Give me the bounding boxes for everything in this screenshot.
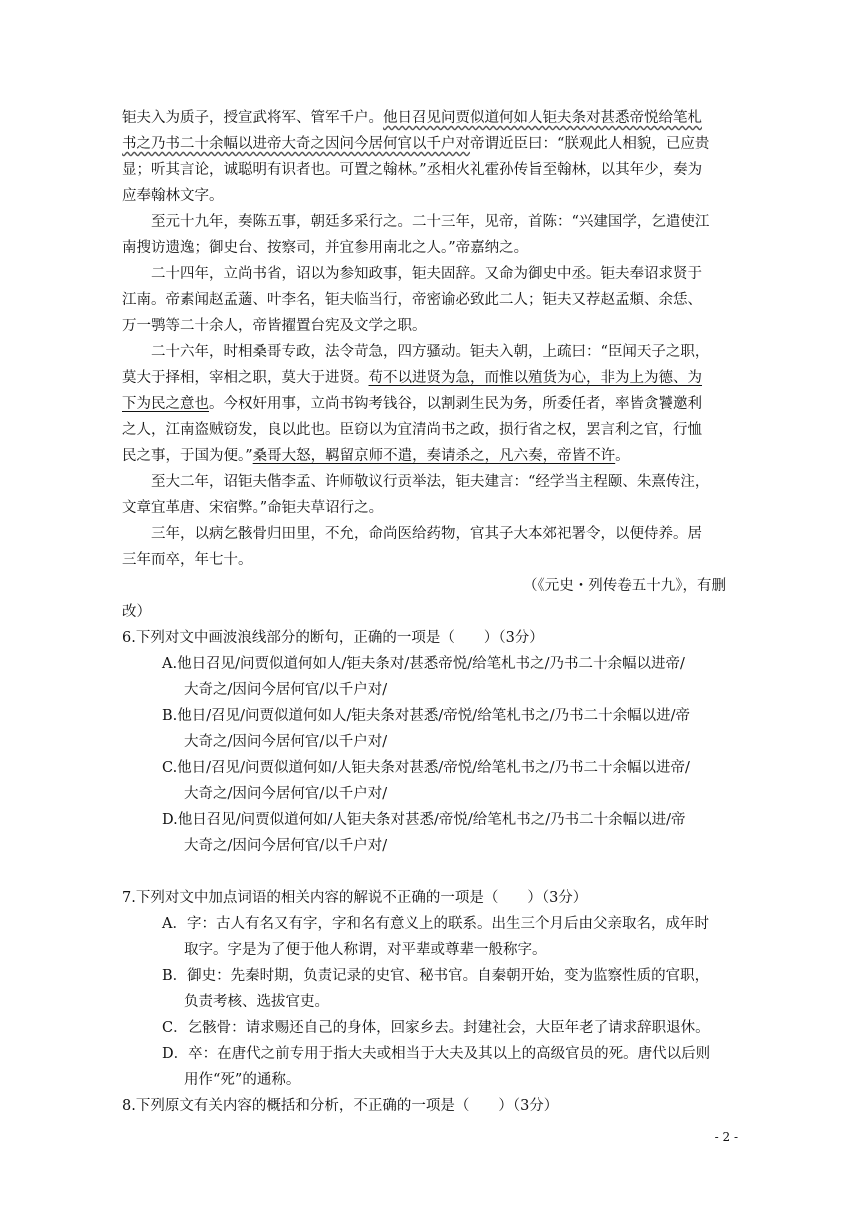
passage-text: 。 xyxy=(615,448,630,464)
question-7-option-d-cont: 用作“死”的通称。 xyxy=(184,1072,301,1088)
passage-line xyxy=(122,392,702,413)
passage-text: 莫大于择相，宰相之职，莫大于进贤。 xyxy=(122,370,369,386)
question-7-option-a-cont: 取字。字是为了便于他人称谓，对平辈或尊辈一般称字。 xyxy=(184,942,547,958)
question-7-stem: 7.下列对文中加点词语的相关内容的解说不正确的一项是（ ）（3分） xyxy=(122,890,588,906)
wavy-underlined-text: 书之乃书二十余幅以进帝大奇之因问今居何官以千户对 xyxy=(122,136,470,152)
passage-line: 至元十九年，奏陈五事，朝廷多采行之。二十三年，见帝，首陈：“兴建国学，乞遣使江 xyxy=(151,214,710,230)
question-6-option-d: D.他日召见/问贾似道何如/人钜夫条对甚悉/帝悦/给笔札书之/乃书二十余幅以进/帝 xyxy=(162,812,686,828)
passage-line: 三年而卒，年七十。 xyxy=(122,552,253,568)
question-6-option-c: C.他日/召见/问贾似道何如/人钜夫条对甚悉/帝悦/给笔札书之/乃书二十余幅以进帝/ xyxy=(162,760,690,776)
passage-text: 钜夫入为质子，授宣武将军、管军千户。 xyxy=(122,110,383,126)
question-8-stem: 8.下列原文有关内容的概括和分析，不正确的一项是（ ）（3分） xyxy=(122,1098,559,1114)
question-6-option-a-cont: 大奇之/因问今居何官/以千户对/ xyxy=(184,682,388,698)
question-7-option-d: D．卒：在唐代之前专用于指大夫或相当于大夫及其以上的高级官员的死。唐代以后则 xyxy=(162,1046,711,1062)
passage-text: 帝谓近臣曰：“朕观此人相貌，已应贵 xyxy=(470,136,710,152)
wavy-underlined-text: 他日召见问贾似道何如人钜夫条对甚悉帝悦给笔札 xyxy=(383,110,702,126)
passage-line: 显；听其言论，诚聪明有识者也。可置之翰林。”丞相火礼霍孙传旨至翰林，以其年少，奏为 xyxy=(122,162,703,178)
question-7-option-a: A．字：古人有名又有字，字和名有意义上的联系。出生三个月后由父亲取名，成年时 xyxy=(162,916,709,932)
question-7-option-b: B．御史：先秦时期，负责记录的史官、秘书官。自秦朝开始，变为监察性质的官职， xyxy=(162,968,710,984)
passage-line: 应奉翰林文字。 xyxy=(122,188,224,204)
passage-line: 江南。帝素闻赵孟藡、叶李名，钜夫临当行，帝密谕必致此二人；钜夫又荐赵孟頫、余恁、 xyxy=(122,292,702,308)
passage-line: 三年，以病乞骸骨归田里，不允，命尚医给药物，官其子大本郊祀署令，以便侍养。居 xyxy=(151,526,702,542)
question-6-option-c-cont: 大奇之/因问今居何官/以千户对/ xyxy=(184,786,388,802)
passage-line xyxy=(122,132,709,153)
passage-line: 之人，江南盗贼窃发，良以此也。臣窃以为宜清尚书之政，损行省之权，罢言利之官，行恤 xyxy=(122,422,702,438)
passage-source: （《元史・列传卷五十九》，有删 xyxy=(523,578,726,594)
question-7-option-b-cont: 负责考核、选拔官吏。 xyxy=(184,994,329,1010)
passage-line: 文章宜革唐、宋宿弊。”命钜夫草诏行之。 xyxy=(122,500,384,516)
passage-line xyxy=(122,366,702,387)
page-number: - 2 - xyxy=(714,1130,738,1144)
question-6-option-a: A.他日召见/问贾似道何如人/钜夫条对/甚悉帝悦/给笔札书之/乃书二十余幅以进帝/ xyxy=(162,656,685,672)
question-6-stem: 6.下列对文中画波浪线部分的断句，正确的一项是（ ）（3分） xyxy=(122,630,544,646)
underlined-text: 桑哥大怒，羁留京师不遣，奏请杀之，凡六奏，帝皆不许 xyxy=(252,448,616,464)
underlined-text: 下为民之意也 xyxy=(122,396,209,412)
passage-line: 二十四年，立尚书省，诏以为参知政事，钜夫固辞。又命为御史中丞。钜夫奉诏求贤于 xyxy=(151,266,702,282)
passage-line: 至大二年，诏钜夫偕李孟、许师敬议行贡举法，钜夫建言：“经学当主程颐、朱熹传注， xyxy=(151,474,710,490)
passage-line xyxy=(122,444,630,465)
passage-text: 。今权奸用事，立尚书钩考钱谷，以割剥生民为务，所委任者，率皆贪饕邀利 xyxy=(209,396,702,412)
question-6-option-d-cont: 大奇之/因问今居何官/以千户对/ xyxy=(184,838,388,854)
question-7-option-c: C．乞骸骨：请求赐还自己的身体，回家乡去。封建社会，大臣年老了请求辞职退休。 xyxy=(162,1020,710,1036)
passage-source: 改） xyxy=(122,604,151,620)
question-6-option-b-cont: 大奇之/因问今居何官/以千户对/ xyxy=(184,734,388,750)
passage-line: 万一鹗等二十余人，帝皆擢置台宪及文学之职。 xyxy=(122,318,427,334)
underlined-text: 苟不以进贤为急，而惟以殖货为心，非为上为德、为 xyxy=(368,370,702,386)
question-6-option-b: B.他日/召见/问贾似道何如人/钜夫条对甚悉/帝悦/给笔札书之/乃书二十余幅以进/帝 xyxy=(162,708,690,724)
passage-line: 南搜访遗逸；御史台、按察司，并宜参用南北之人。”帝嘉纳之。 xyxy=(122,240,529,256)
passage-text: 民之事，于国为便。” xyxy=(122,448,253,464)
passage-line xyxy=(122,106,702,127)
passage-line: 二十六年，时相桑哥专政，法令苛急，四方骚动。钜夫入朝，上疏曰：“臣闻天子之职， xyxy=(151,344,710,360)
